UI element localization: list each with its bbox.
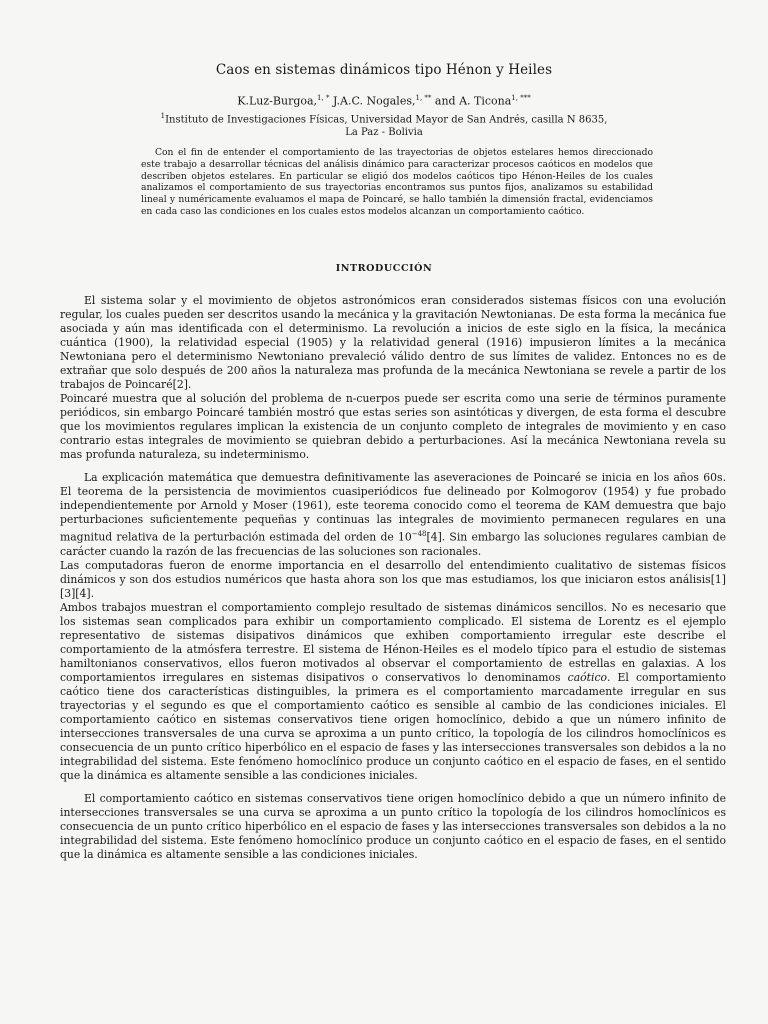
author-1: K.Luz-Burgoa, xyxy=(237,94,318,108)
paragraph-3-text-a: La explicación matemática que demuestra definitivamente las aseveraciones de Poincaré se inicia en los años 60s. El teorema de la persistencia de movimientos cuasiperiódicos fue delineado por Kolmogorov (1954) y fue probado independientemente por Arnold y Moser (1961), este teorema conocido como el teorema de KAM demuestra que bajo perturbaciones suficientemente pequeñas y continuas las integrales de movimiento permanecen regulares en una magnitud relativa de la perturbación estimada del orden de 10 xyxy=(60,471,726,544)
paragraph-4: Las computadoras fueron de enorme importancia en el desarrollo del entendimiento cualitativo de sistemas físicos dinámicos y son dos estudios numéricos que hasta ahora son los que mas estudiamos, los que iniciaron estos análisis[1][3][4]. xyxy=(60,558,726,600)
paragraph-5-text-b: . El comportamiento caótico tiene dos características distinguibles, la primera es el comportamiento marcadamente irregular en sus trayectorias y el segundo es que el comportamiento caótico es sensible al cambio de las condiciones iniciales. El comportamiento caótico en sistemas conservativos tiene origen homoclínico, debido a que un número infinito de intersecciones transversales de una curva se aproxima a un punto crítico, la topología de los cilindros homoclínicos es consecuencia de un punto crítico hiperbólico en el espacio de fases y las intersecciones transversales son debidos a la no integrabilidad del sistema. Este fenómeno homoclínico produce un conjunto caótico en el espacio de fases, en el sentido que la dinámica es altamente sensible a las condiciones iniciales. xyxy=(60,670,726,782)
paragraph-6: El comportamiento caótico en sistemas conservativos tiene origen homoclínico debido a que un número infinito de intersecciones transversales se una curva se aproxima a un punto crítico la topología de los cilindros homoclínicos es consecuencia de un punto crítico hiperbólico en el espacio de fases y las intersecciones transversales son debidos a la no integrabilidad del sistema. Este fenómeno homoclínico produce un conjunto caótico en el espacio de fases, en el sentido que la dinámica es altamente sensible a las condiciones iniciales. xyxy=(60,791,726,861)
paragraph-1: El sistema solar y el movimiento de objetos astronómicos eran considerados sistemas físicos con una evolución regular, los cuales pueden ser descritos usando la mecánica y la gravitación Newtonianas. De esta forma la mecánica fue asociada y aún mas identificada con el determinismo. La revolución a inicios de este siglo en la física, la mecánica cuántica (1900), la relatividad especial (1905) y la relatividad general (1916) impusieron límites a la mecánica Newtoniana pero el determinismo Newtoniano prevaleció válido dentro de sus límites de validez. Entonces no es de extrañar que solo después de 200 años la naturaleza mas profunda de la mecánica Newtoniana se revele a partir de los trabajos de Poincaré[2]. xyxy=(60,294,726,391)
author-3: A. Ticona xyxy=(459,94,512,108)
affiliation-line-1 xyxy=(0,110,768,126)
paragraph-3-exponent: −48 xyxy=(411,530,427,538)
author-2: J.A.C. Nogales, xyxy=(332,94,416,108)
author-2-marker: 1, ** xyxy=(415,94,432,102)
paragraph-3 xyxy=(60,471,726,559)
paper-title: Caos en sistemas dinámicos tipo Hénon y Heiles xyxy=(215,62,553,78)
body-text xyxy=(60,294,726,862)
paragraph-5 xyxy=(60,601,726,783)
author-conjunction: and xyxy=(434,94,456,108)
affiliation-institute: Instituto de Investigaciones Físicas, Universidad Mayor de San Andrés, casilla N 8635, xyxy=(165,114,608,126)
affiliation xyxy=(0,110,768,139)
affiliation-line-2: La Paz - Bolivia xyxy=(345,127,423,139)
paragraph-3-text-b: [4]. Sin embargo las soluciones regulares cambian de carácter cuando la razón de las frecuencias de las soluciones son racionales. xyxy=(60,530,726,558)
paragraph-2: Poincaré muestra que al solución del problema de n-cuerpos puede ser escrita como una serie de términos puramente periódicos, sin embargo Poincaré también mostró que estas series son asintóticas y divergen, de esta forma el descubre que los movimientos regulares implican la existencia de un conjunto completo de integrales de movimiento y en caso contrario estas integrales de movimiento se quiebran debido a perturbaciones. Así la mecánica Newtoniana revela su mas profunda naturaleza, su indeterminismo. xyxy=(60,392,726,461)
author-1-marker: 1, * xyxy=(317,94,330,102)
author-3-marker: 1, *** xyxy=(511,94,531,102)
paragraph-5-text-a: Ambos trabajos muestran el comportamiento complejo resultado de sistemas dinámicos sencillos. No es necesario que los sistemas sean complicados para exhibir un comportamiento complicado. El sistema de Lorentz es el ejemplo representativo de sistemas disipativos dinámicos que exhiben comportamiento irregular este describe el comportamiento de la atmósfera terrestre. El sistema de Hénon-Heiles es el modelo típico para el estudio de sistemas hamiltonianos conservativos, ellos fueron motivados al observar el comportamiento de estrellas en galaxias. A los comportamientos irregulares en sistemas disipativos o conservativos lo denominamos xyxy=(60,600,726,684)
abstract: Con el fin de entender el comportamiento de las trayectorias de objetos estelares hemos direccionado este trabajo a desarrollar técnicas del análisis dinámico para caracterizar procesos caóticos en modelos que describen objetos estelares. En particular se eligió dos modelos caóticos tipo Hénon-Heiles de los cuales analizamos el comportamiento de sus trayectorias encontramos sus puntos fijos, analizamos su estabilidad lineal y numéricamente evaluamos el mapa de Poincaré, se hallo también la dimensión fractal, evidenciamos en cada caso las condiciones en los cuales estos modelos alcanzan un comportamiento caótico. xyxy=(141,147,653,217)
section-heading-introduccion: INTRODUCCIÓN xyxy=(335,263,433,274)
affiliation-marker: 1 xyxy=(160,112,166,120)
author-line xyxy=(0,94,768,108)
paragraph-5-emphasis: caótico xyxy=(567,670,607,684)
